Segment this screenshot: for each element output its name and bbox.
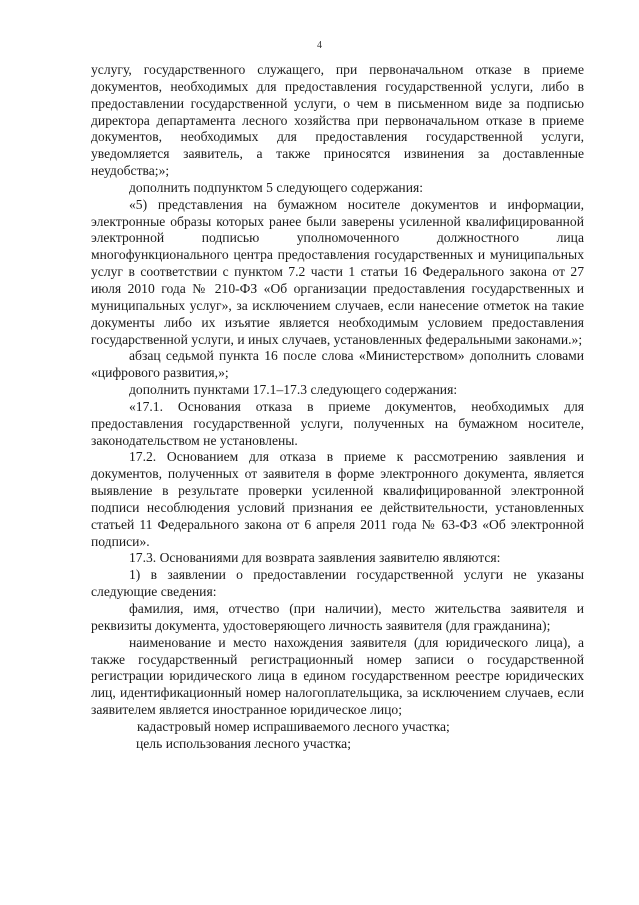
paragraph: «17.1. Основания отказа в приеме документов, необходимых для предоставления государственной услуги, полученных на бумажном носителе, законодательством не установлены. [91, 398, 584, 448]
paragraph: «5) представления на бумажном носителе документов и информации, электронные образы которых ранее были заверены усиленной квалифицированной электронной подписью уполномоченного должностного лица многофункционального центра предоставления государственных и муниципальных услуг в соответствии с пунктом 7.2 части 1 статьи 16 Федерального закона от 27 июля 2010 года № 210-ФЗ «Об организации предоставления государственных и муниципальных услуг», за исключением случаев, если нанесение отметок на такие документы либо их изъятие является необходимым условием предоставления государственной услуги, и иных случаев, установленных федеральными законами.»; [91, 196, 584, 347]
paragraph: абзац седьмой пункта 16 после слова «Министерством» дополнить словами «цифрового развития,»; [91, 348, 584, 381]
paragraph: 1) в заявлении о предоставлении государственной услуги не указаны следующие сведения: [91, 567, 584, 600]
page-number: 4 [317, 40, 322, 51]
paragraph: 17.3. Основаниями для возврата заявления заявителю являются: [129, 550, 501, 566]
paragraph: дополнить подпунктом 5 следующего содержания: [129, 179, 424, 195]
paragraph: цель использования лесного участка; [136, 735, 351, 751]
paragraph: наименование и место нахождения заявителя (для юридического лица), а также государственный регистрационный номер записи о государственной регистрации юридического лица в едином государственном реестре юридических лиц, идентификационный номер налогоплательщика, за исключением случаев, если заявителем является иностранное юридическое лицо; [91, 634, 584, 718]
paragraph: услугу, государственного служащего, при первоначальном отказе в приеме документов, необходимых для предоставления государственной услуги, либо в предоставлении государственной услуги, о чем в письменном виде за подписью директора департамента лесного хозяйства при первоначальном отказе в приеме документов, необходимых для предоставления государственной услуги, уведомляется заявитель, а также приносятся извинения за доставленные неудобства;»; [91, 62, 584, 179]
paragraph: 17.2. Основанием для отказа в приеме к рассмотрению заявления и документов, полученных от заявителя в форме электронного документа, является выявление в результате проверки усиленной квалифицированной электронной подписи несоблюдения условий признания ее действительности, установленных статьей 11 Федерального закона от 6 апреля 2011 года № 63-ФЗ «Об электронной подписи». [91, 449, 584, 549]
paragraph: кадастровый номер испрашиваемого лесного участка; [137, 718, 450, 734]
paragraph: фамилия, имя, отчество (при наличии), место жительства заявителя и реквизиты документа, удостоверяющего личность заявителя (для гражданина); [91, 601, 584, 633]
document-body [91, 62, 584, 753]
paragraph: дополнить пунктами 17.1–17.3 следующего содержания: [129, 382, 458, 398]
